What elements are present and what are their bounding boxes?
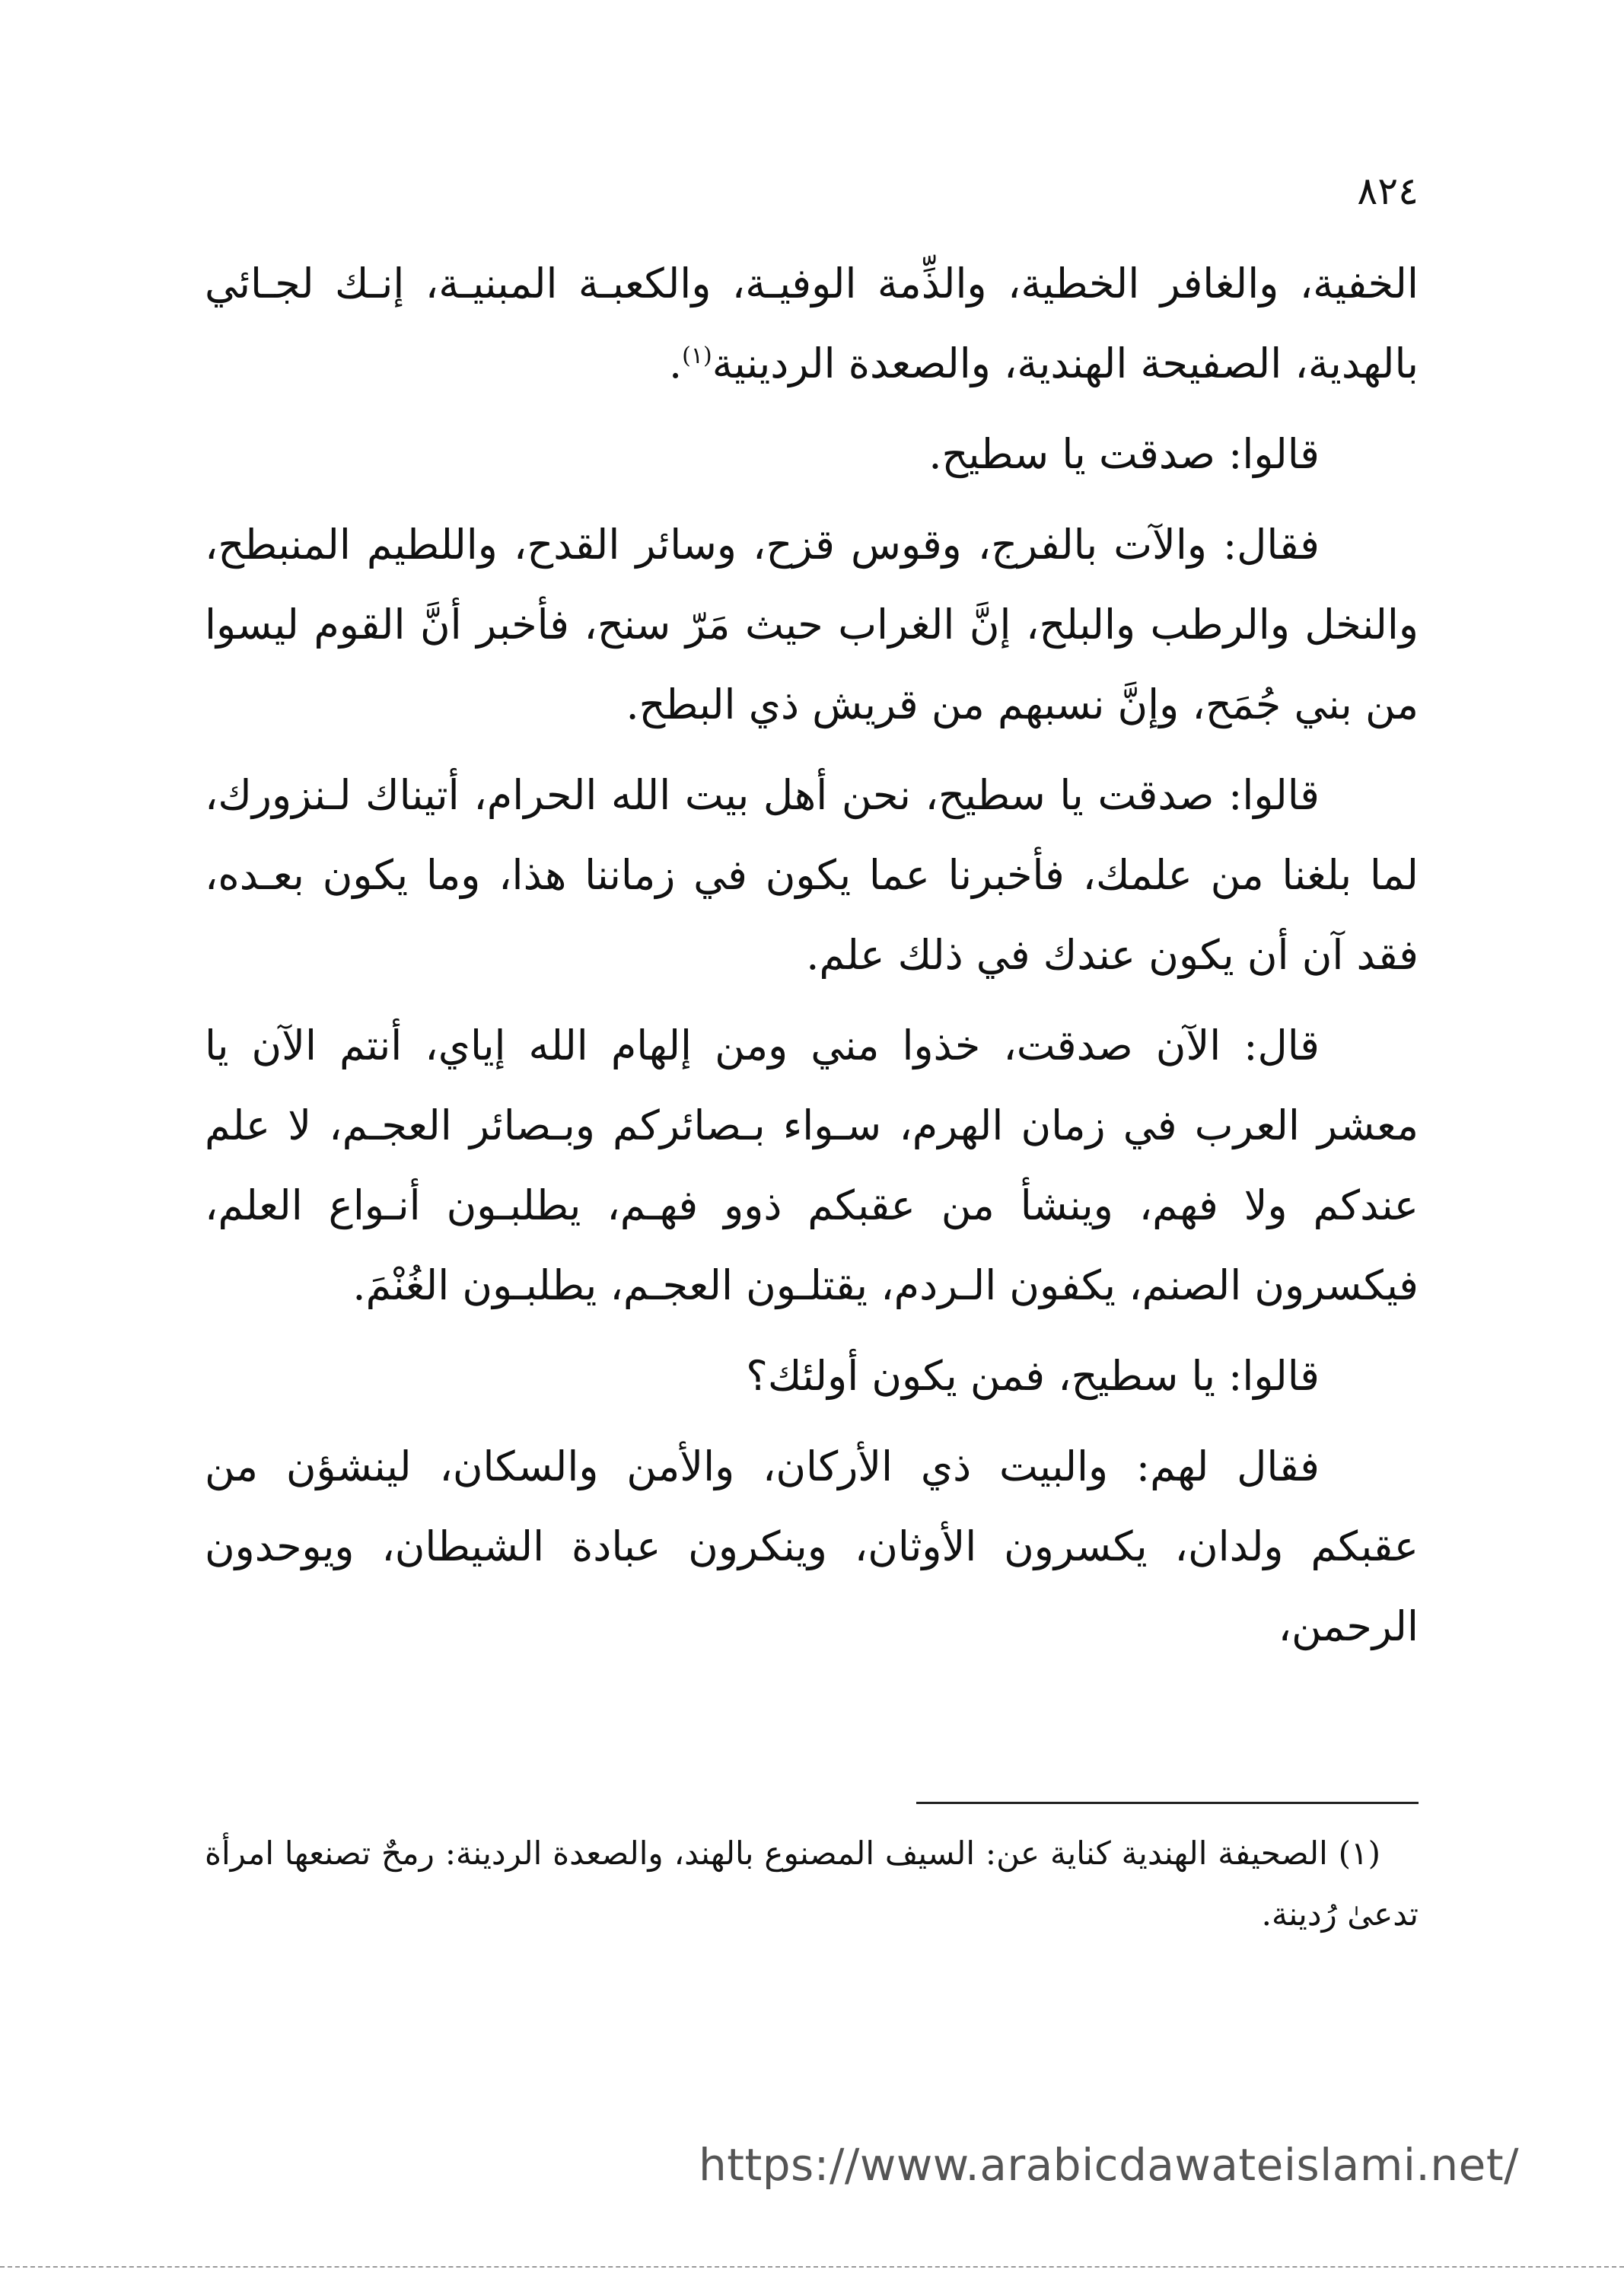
- paragraph-5: قال: الآن صدقت، خذوا مني ومن إلهام الله إياي، أنتم الآن يا معشر العرب في زمان الهرم، سـواء بـصائركم وبـصائر العجـم، لا علم عندكم ولا فهم، وينشأ من عقبكم ذوو فهـم، يطلبـون أنـواع العلم، فيكسرون الصنم، يكفون الـردم، يقتلـون العجـم، يطلبـون الغُنْمَ.: [205, 1022, 1419, 1309]
- page-number: ٨٢٤: [1357, 169, 1419, 213]
- footnote-divider: [916, 1802, 1419, 1804]
- paragraph-6: قالوا: يا سطيح، فمن يكون أولئك؟: [746, 1352, 1320, 1400]
- paragraph-1: [205, 244, 1419, 403]
- paragraph-3: فقال: والآت بالفرج، وقوس قزح، وسائر القدح، واللطيم المنبطح، والنخل والرطب والبلح، إنَّ الغراب حيث مَرّ سنح، فأخبر أنَّ القوم ليسوا من بني جُمَح، وإنَّ نسبهم من قريش ذي البطح.: [205, 521, 1419, 728]
- paragraph-2: قالوا: صدقت يا سطيح.: [928, 430, 1320, 478]
- watermark-url: https://www.arabicdawateislami.net/: [699, 2139, 1520, 2191]
- paragraph-4: قالوا: صدقت يا سطيح، نحن أهل بيت الله الحرام، أتيناك لـنزورك، لما بلغنا من علمك، فأخبرنا عما يكون في زماننا هذا، وما يكون بعـده، فقد آن أن يكون عندك في ذلك علم.: [205, 771, 1419, 979]
- footnote: (١) الصحيفة الهندية كناية عن: السيف المصنوع بالهند، والصعدة الردينة: رمحٌ تصنعها امرأة تدعىٰ رُدينة.: [205, 1835, 1419, 1933]
- footnote-reference[interactable]: (١): [682, 343, 712, 369]
- scan-bottom-edge: [0, 2266, 1624, 2268]
- paragraph-7: فقال لهم: والبيت ذي الأركان، والأمن والسكان، لينشؤن من عقبكم ولدان، يكسرون الأوثان، وينكرون عبادة الشيطان، ويوحدون الرحمن،: [205, 1442, 1419, 1650]
- paragraph-1-text: الخفية، والغافر الخطية، والذِّمة الوفيـة، والكعبـة المبنيـة، إنـك لجـائي بالهدية، الصفيحة الهندية، والصعدة الردينية: [205, 260, 1419, 387]
- main-text: [205, 244, 1419, 1677]
- paragraph-1-tail: .: [669, 339, 683, 387]
